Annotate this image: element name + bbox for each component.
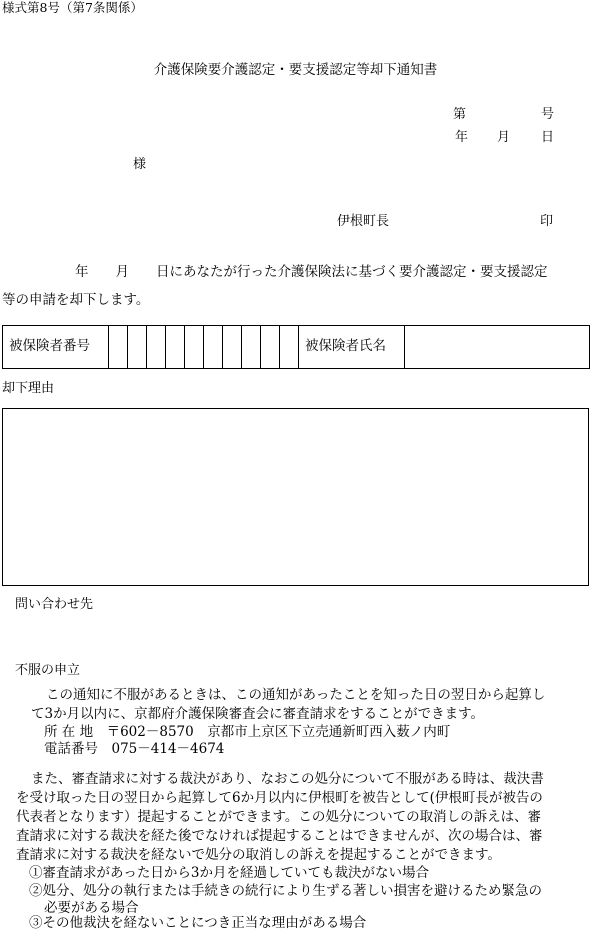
exception-case-2: ②処分、処分の執行または手続きの続行により生ずる著しい損害を避けるため緊急の bbox=[29, 883, 542, 899]
date-month: 月 bbox=[497, 130, 511, 145]
document-number-prefix: 第 bbox=[453, 107, 467, 122]
seal-mark: 印 bbox=[540, 214, 554, 229]
appeal-p2-line: 査請求に対する裁決を経ないで処分の取消しの訴えを提起することができます。 bbox=[16, 847, 501, 863]
rejection-reason-box[interactable] bbox=[2, 408, 589, 586]
insured-number-digit-cell[interactable] bbox=[204, 326, 223, 369]
insured-number-label: 被保険者番号 bbox=[3, 326, 109, 369]
document-title: 介護保険要介護認定・要支援認定等却下通知書 bbox=[153, 62, 438, 78]
insured-number-digit-cell[interactable] bbox=[223, 326, 242, 369]
notice-text-line-2: 等の申請を却下します。 bbox=[2, 292, 150, 308]
date-day: 日 bbox=[541, 130, 555, 145]
insured-name-label: 被保険者氏名 bbox=[299, 326, 405, 369]
insured-info-table bbox=[2, 325, 590, 369]
notice-text-line-1: 年 月 日にあなたが行った介護保険法に基づく要介護認定・要支援認定 bbox=[75, 264, 548, 280]
insured-number-digit-cell[interactable] bbox=[261, 326, 280, 369]
insured-number-digit-cell[interactable] bbox=[166, 326, 185, 369]
date-year: 年 bbox=[455, 130, 469, 145]
insured-number-digit-cell[interactable] bbox=[147, 326, 166, 369]
inquiry-label: 問い合わせ先 bbox=[15, 597, 94, 612]
appeal-p2-line: 査請求に対する裁決を経た後でなければ提起することはできませんが、次の場合は、審 bbox=[16, 828, 543, 844]
appeal-p2-line: また、審査請求に対する裁決があり、なおこの処分について不服がある時は、裁決書 bbox=[31, 771, 544, 787]
insured-number-digit-cell[interactable] bbox=[280, 326, 299, 369]
exception-case-2-cont: 必要がある場合 bbox=[44, 900, 139, 916]
appeal-heading: 不服の申立 bbox=[15, 663, 81, 678]
appeal-p1-line: この通知に不服があるときは、この通知があったことを知った日の翌日から起算し bbox=[46, 687, 546, 703]
issuer-name: 伊根町長 bbox=[337, 214, 390, 229]
insured-name-field[interactable] bbox=[405, 326, 590, 369]
insured-number-digit-cell[interactable] bbox=[128, 326, 147, 369]
appeal-p2-line: 代表者となります）提起することができます。この処分についての取消しの訴えは、審 bbox=[16, 809, 542, 825]
appeal-p1-line: て3か月以内に、京都府介護保険審査会に審査請求をすることができます。 bbox=[31, 706, 485, 722]
document-number-suffix: 号 bbox=[541, 107, 555, 122]
exception-case-1: ①審査請求があった日から3か月を経過していても裁決がない場合 bbox=[29, 865, 429, 881]
review-board-address: 所 在 地 〒602－8570 京都市上京区下立売通新町西入薮ノ内町 bbox=[44, 724, 451, 740]
form-number: 様式第8号（第7条関係） bbox=[2, 0, 143, 15]
exception-case-3: ③その他裁決を経ないことにつき正当な理由がある場合 bbox=[29, 915, 367, 931]
rejection-reason-label: 却下理由 bbox=[2, 381, 55, 396]
insured-number-digit-cell[interactable] bbox=[109, 326, 128, 369]
review-board-phone: 電話番号 075－414－4674 bbox=[44, 741, 225, 757]
insured-number-digit-cell[interactable] bbox=[242, 326, 261, 369]
insured-number-digit-cell[interactable] bbox=[185, 326, 204, 369]
addressee-suffix: 様 bbox=[133, 157, 147, 172]
appeal-p2-line: を受け取った日の翌日から起算して6か月以内に伊根町を被告として(伊根町長が被告の bbox=[16, 790, 543, 806]
